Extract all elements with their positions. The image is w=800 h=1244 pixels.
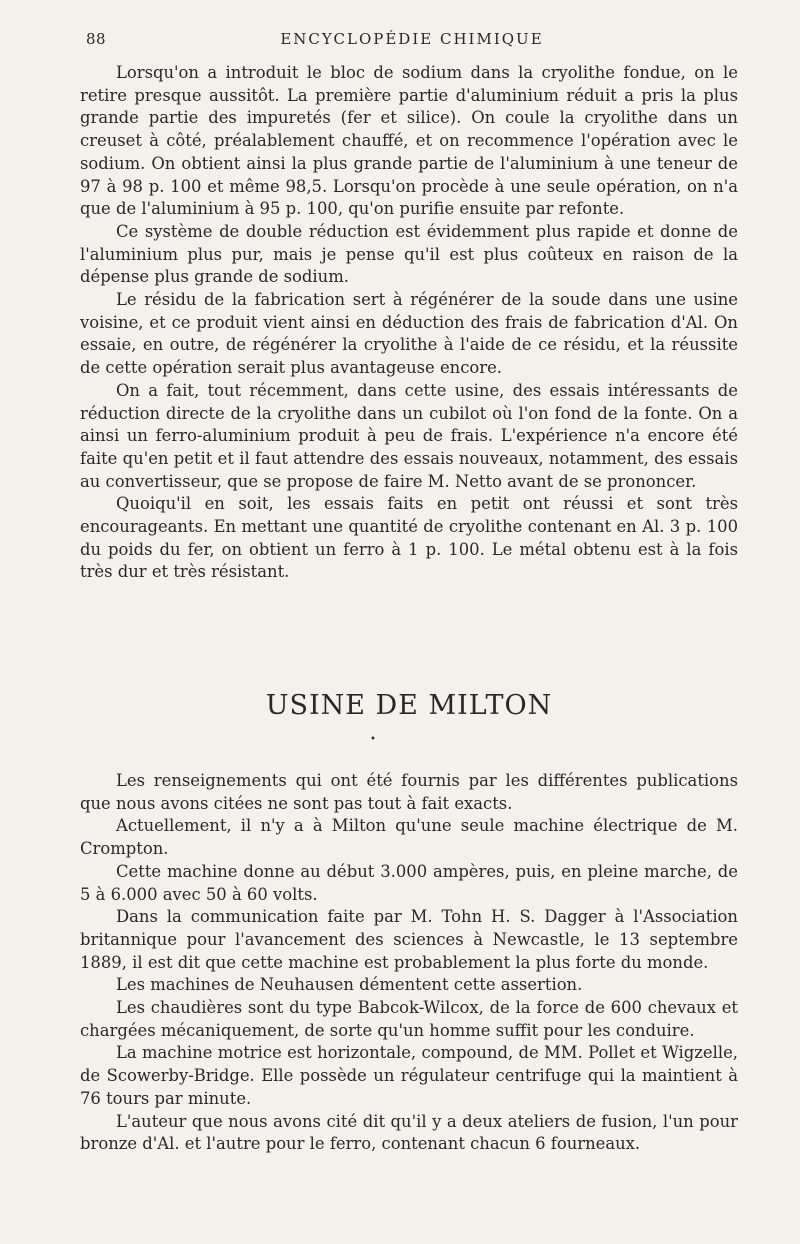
page-number: 88 [86, 30, 107, 48]
paragraph: Les chaudières sont du type Babcok-Wilcox, de la force de 600 chevaux et chargées mécaniquement, de sorte qu'un homme suffit pour les conduire. [80, 998, 738, 1040]
page-header [86, 30, 738, 54]
paragraph: Cette machine donne au début 3.000 ampères, puis, en pleine marche, de 5 à 6.000 avec 50 à 60 volts. [80, 861, 738, 904]
body-text [80, 62, 738, 584]
paragraph: Les machines de Neuhausen démentent cette assertion. [116, 975, 583, 995]
paragraph: Actuellement, il n'y a à Milton qu'une seule machine électrique de M. Crompton. [80, 816, 738, 859]
running-head: ENCYCLOPÉDIE CHIMIQUE [280, 30, 544, 48]
paragraph: Dans la communication faite par M. Tohn H. S. Dagger à l'Association britannique pour l'avancement des sciences à Newcastle, le 13 septembre 1889, il est dit que cette machine est probablement la plus forte du monde. [80, 907, 738, 972]
paragraph: Quoiqu'il en soit, les essais faits en petit ont réussi et sont très encourageants. En mettant une quantité de cryolithe contenant en Al. 3 p. 100 du poids du fer, on obtient un ferro à 1 p. 100. Le métal obtenu est à la fois très dur et très résistant. [80, 494, 738, 582]
ornament-dot: • [370, 734, 376, 745]
paragraph: La machine motrice est horizontale, compound, de MM. Pollet et Wigzelle, de Scowerby-Bridge. Elle possède un régulateur centrifuge qui la maintient à 76 tours par minute. [80, 1043, 738, 1108]
paragraph: On a fait, tout récemment, dans cette usine, des essais intéressants de réduction directe de la cryolithe dans un cubilot où l'on fond de la fonte. On a ainsi un ferro-aluminium produit à peu de frais. L'expérience n'a encore été faite qu'en petit et il faut attendre des essais nouveaux, notamment, des essais au convertisseur, que se propose de faire M. Netto avant de se prononcer. [80, 380, 738, 491]
paragraph: Le résidu de la fabrication sert à régénérer de la soude dans une usine voisine, et ce produit vient ainsi en déduction des frais de fabrication d'Al. On essaie, en outre, de régénérer la cryolithe à l'aide de ce résidu, et la réussite de cette opération serait plus avantageuse encore. [80, 290, 738, 378]
section-title: USINE DE MILTON [265, 690, 553, 721]
section-text [80, 770, 738, 1156]
paragraph: Ce système de double réduction est évidemment plus rapide et donne de l'aluminium plus pur, mais je pense qu'il est plus coûteux en raison de la dépense plus grande de sodium. [80, 221, 738, 287]
paragraph: L'auteur que nous avons cité dit qu'il y a deux ateliers de fusion, l'un pour bronze d'Al. et l'autre pour le ferro, contenant chacun 6 fourneaux. [80, 1111, 738, 1154]
paragraph: Les renseignements qui ont été fournis par les différentes publications que nous avons citées ne sont pas tout à fait exacts. [80, 771, 738, 813]
paragraph: Lorsqu'on a introduit le bloc de sodium dans la cryolithe fondue, on le retire presque aussitôt. La première partie d'aluminium réduit a pris la plus grande partie des impuretés (fer et silice). On coule la cryolithe dans un creuset à côté, préalablement chauffé, et on recommence l'opération avec le sodium. On obtient ainsi la plus grande partie de l'aluminium à une teneur de 97 à 98 p. 100 et même 98,5. Lorsqu'on procède à une seule opération, on n'a que de l'aluminium à 95 p. 100, qu'on purifie ensuite par refonte. [80, 63, 738, 219]
